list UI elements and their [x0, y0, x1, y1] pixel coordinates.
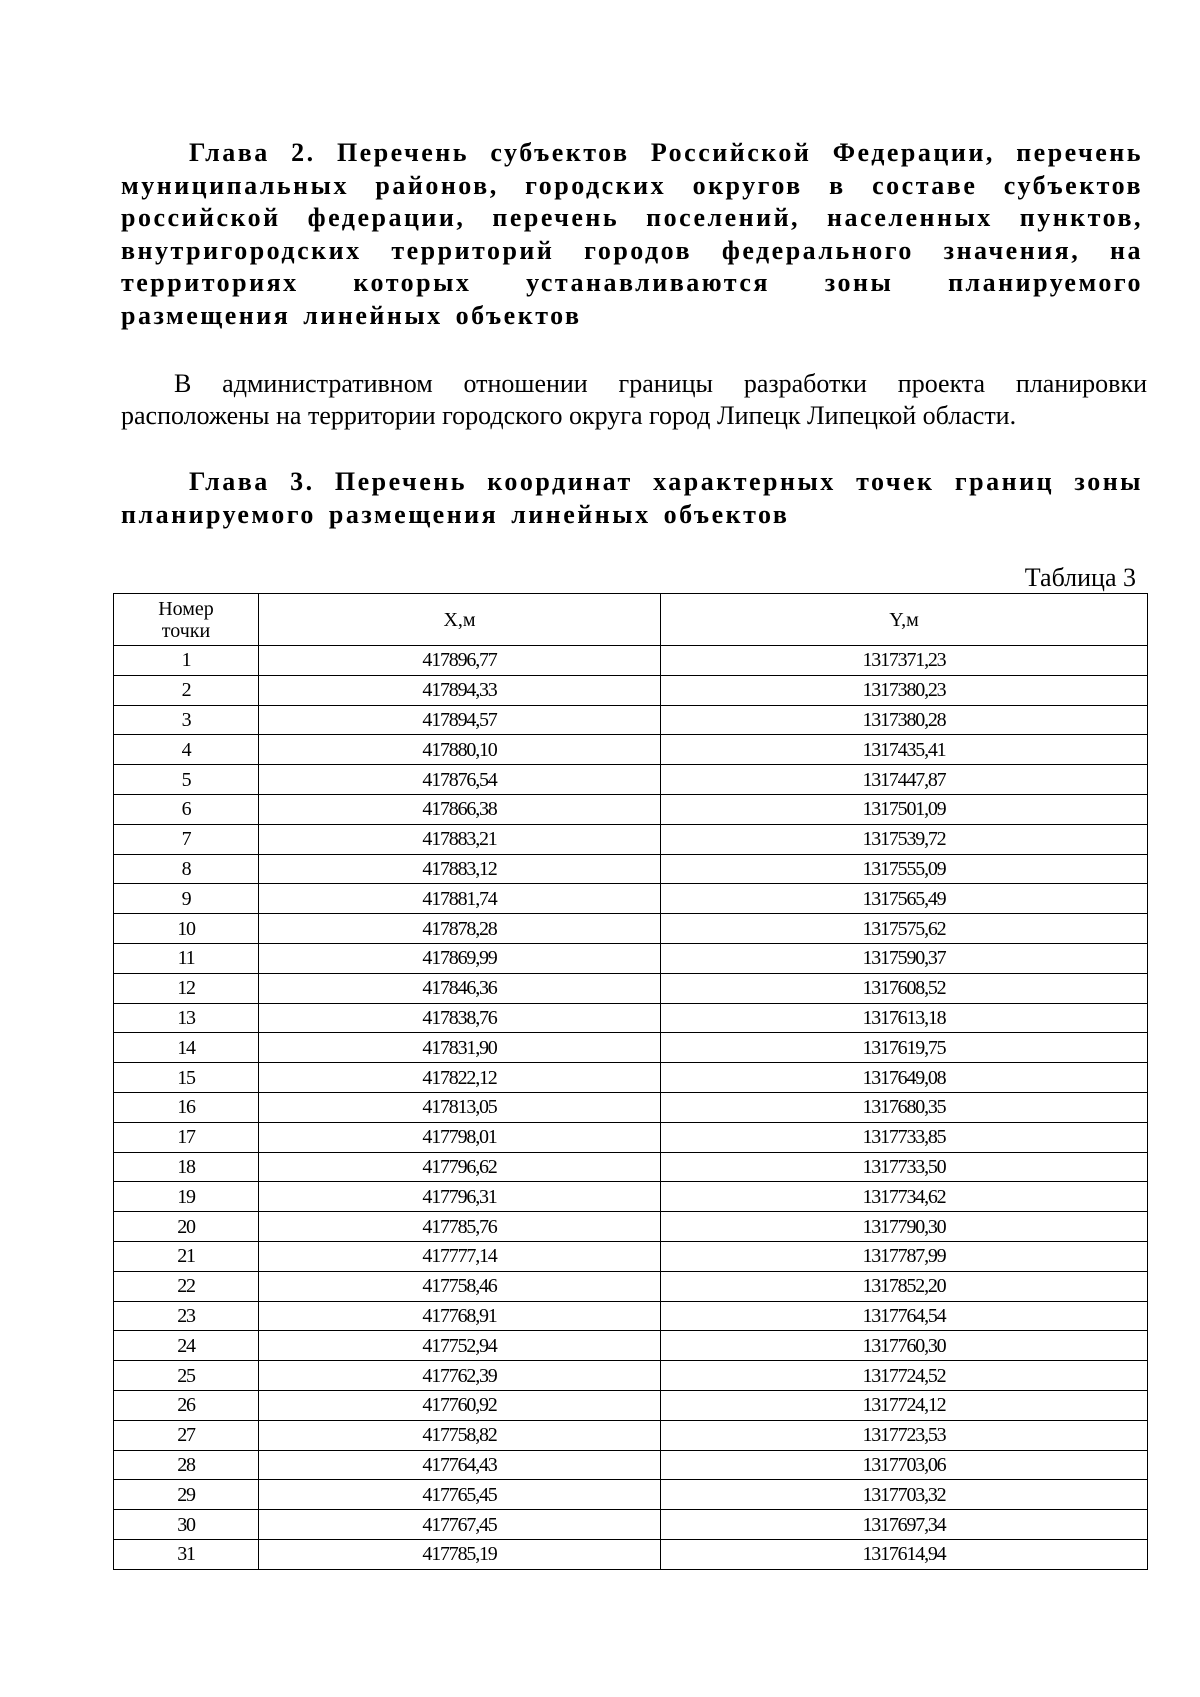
table-row — [114, 1331, 1148, 1361]
cell-y: 1317703,32 — [661, 1480, 1148, 1510]
table-row — [114, 794, 1148, 824]
cell-x: 417869,99 — [259, 943, 661, 973]
cell-y: 1317380,23 — [661, 675, 1148, 705]
cell-y: 1317590,37 — [661, 943, 1148, 973]
table-row — [114, 1510, 1148, 1540]
cell-point-number: 25 — [114, 1361, 259, 1391]
cell-x: 417767,45 — [259, 1510, 661, 1540]
cell-x: 417896,77 — [259, 646, 661, 676]
cell-x: 417881,74 — [259, 884, 661, 914]
table-row — [114, 1480, 1148, 1510]
table-row — [114, 1212, 1148, 1242]
cell-y: 1317787,99 — [661, 1241, 1148, 1271]
cell-x: 417762,39 — [259, 1361, 661, 1391]
cell-point-number: 7 — [114, 824, 259, 854]
cell-y: 1317734,62 — [661, 1182, 1148, 1212]
cell-point-number: 14 — [114, 1033, 259, 1063]
cell-point-number: 18 — [114, 1152, 259, 1182]
chapter-3-heading: Глава 3. Перечень координат характерных точек границ зоны планируемого размещения линейных объектов — [121, 467, 1143, 529]
cell-y: 1317852,20 — [661, 1271, 1148, 1301]
table-row — [114, 1063, 1148, 1093]
cell-point-number: 26 — [114, 1390, 259, 1420]
cell-x: 417798,01 — [259, 1122, 661, 1152]
cell-point-number: 1 — [114, 646, 259, 676]
cell-point-number: 28 — [114, 1450, 259, 1480]
cell-y: 1317760,30 — [661, 1331, 1148, 1361]
coordinates-table-body — [114, 646, 1148, 1570]
cell-y: 1317614,94 — [661, 1539, 1148, 1569]
cell-point-number: 6 — [114, 794, 259, 824]
table-row — [114, 1390, 1148, 1420]
cell-x: 417796,31 — [259, 1182, 661, 1212]
table-row — [114, 943, 1148, 973]
header-x: X,м — [259, 594, 661, 646]
table-row — [114, 1539, 1148, 1569]
cell-x: 417760,92 — [259, 1390, 661, 1420]
cell-y: 1317380,28 — [661, 705, 1148, 735]
cell-point-number: 20 — [114, 1212, 259, 1242]
cell-x: 417764,43 — [259, 1450, 661, 1480]
cell-y: 1317724,12 — [661, 1390, 1148, 1420]
table-row — [114, 765, 1148, 795]
cell-x: 417752,94 — [259, 1331, 661, 1361]
table-row — [114, 1271, 1148, 1301]
cell-x: 417878,28 — [259, 914, 661, 944]
cell-x: 417831,90 — [259, 1033, 661, 1063]
cell-point-number: 11 — [114, 943, 259, 973]
cell-point-number: 30 — [114, 1510, 259, 1540]
cell-point-number: 3 — [114, 705, 259, 735]
cell-point-number: 9 — [114, 884, 259, 914]
cell-x: 417758,82 — [259, 1420, 661, 1450]
cell-point-number: 17 — [114, 1122, 259, 1152]
table-row — [114, 914, 1148, 944]
cell-x: 417785,19 — [259, 1539, 661, 1569]
table-row — [114, 735, 1148, 765]
table-row — [114, 1092, 1148, 1122]
cell-x: 417765,45 — [259, 1480, 661, 1510]
cell-x: 417777,14 — [259, 1241, 661, 1271]
cell-point-number: 31 — [114, 1539, 259, 1569]
cell-point-number: 5 — [114, 765, 259, 795]
table-row — [114, 1152, 1148, 1182]
cell-y: 1317555,09 — [661, 854, 1148, 884]
table-row — [114, 1033, 1148, 1063]
cell-x: 417894,33 — [259, 675, 661, 705]
table-row — [114, 1182, 1148, 1212]
cell-y: 1317613,18 — [661, 1003, 1148, 1033]
cell-x: 417768,91 — [259, 1301, 661, 1331]
cell-x: 417846,36 — [259, 973, 661, 1003]
table-row — [114, 1450, 1148, 1480]
coordinates-table — [113, 593, 1148, 1570]
cell-x: 417838,76 — [259, 1003, 661, 1033]
cell-point-number: 22 — [114, 1271, 259, 1301]
header-point-number-line1: Номер — [158, 597, 214, 620]
cell-x: 417866,38 — [259, 794, 661, 824]
table-row — [114, 854, 1148, 884]
table-row — [114, 1003, 1148, 1033]
cell-point-number: 29 — [114, 1480, 259, 1510]
cell-x: 417813,05 — [259, 1092, 661, 1122]
cell-y: 1317501,09 — [661, 794, 1148, 824]
table-row — [114, 646, 1148, 676]
cell-y: 1317575,62 — [661, 914, 1148, 944]
cell-point-number: 19 — [114, 1182, 259, 1212]
cell-y: 1317608,52 — [661, 973, 1148, 1003]
cell-y: 1317733,50 — [661, 1152, 1148, 1182]
cell-x: 417796,62 — [259, 1152, 661, 1182]
cell-point-number: 27 — [114, 1420, 259, 1450]
table-row — [114, 884, 1148, 914]
cell-x: 417894,57 — [259, 705, 661, 735]
cell-point-number: 2 — [114, 675, 259, 705]
cell-y: 1317539,72 — [661, 824, 1148, 854]
cell-x: 417880,10 — [259, 735, 661, 765]
cell-x: 417883,12 — [259, 854, 661, 884]
cell-point-number: 21 — [114, 1241, 259, 1271]
cell-x: 417758,46 — [259, 1271, 661, 1301]
administrative-paragraph: В административном отношении границы разработки проекта планировки расположены на территории городского округа город Липецк Липецкой области. — [121, 369, 1147, 430]
cell-y: 1317680,35 — [661, 1092, 1148, 1122]
cell-y: 1317764,54 — [661, 1301, 1148, 1331]
cell-x: 417883,21 — [259, 824, 661, 854]
cell-y: 1317619,75 — [661, 1033, 1148, 1063]
cell-point-number: 15 — [114, 1063, 259, 1093]
cell-point-number: 12 — [114, 973, 259, 1003]
cell-point-number: 13 — [114, 1003, 259, 1033]
cell-point-number: 24 — [114, 1331, 259, 1361]
cell-point-number: 4 — [114, 735, 259, 765]
table-row — [114, 1361, 1148, 1391]
table-row — [114, 705, 1148, 735]
cell-y: 1317724,52 — [661, 1361, 1148, 1391]
cell-y: 1317435,41 — [661, 735, 1148, 765]
table-caption: Таблица 3 — [1024, 563, 1136, 592]
chapter-2-heading: Глава 2. Перечень субъектов Российской Федерации, перечень муниципальных районов, городских округов в составе субъектов российской федерации, перечень поселений, населенных пунктов, внутригородских территорий городов федерального значения, на территориях которых устанавливаются зоны планируемого размещения линейных объектов — [121, 138, 1143, 330]
cell-y: 1317723,53 — [661, 1420, 1148, 1450]
table-row — [114, 1301, 1148, 1331]
header-point-number-line2: точки — [161, 619, 211, 642]
cell-y: 1317649,08 — [661, 1063, 1148, 1093]
table-row — [114, 675, 1148, 705]
table-row — [114, 1241, 1148, 1271]
cell-y: 1317697,34 — [661, 1510, 1148, 1540]
header-y: Y,м — [661, 594, 1148, 646]
cell-point-number: 23 — [114, 1301, 259, 1331]
table-row — [114, 1122, 1148, 1152]
table-row — [114, 1420, 1148, 1450]
cell-y: 1317565,49 — [661, 884, 1148, 914]
cell-x: 417876,54 — [259, 765, 661, 795]
cell-y: 1317733,85 — [661, 1122, 1148, 1152]
cell-y: 1317371,23 — [661, 646, 1148, 676]
cell-x: 417785,76 — [259, 1212, 661, 1242]
header-point-number — [114, 594, 259, 646]
cell-x: 417822,12 — [259, 1063, 661, 1093]
table-row — [114, 973, 1148, 1003]
cell-y: 1317447,87 — [661, 765, 1148, 795]
table-header-row — [114, 594, 1148, 646]
cell-point-number: 16 — [114, 1092, 259, 1122]
table-row — [114, 824, 1148, 854]
cell-y: 1317703,06 — [661, 1450, 1148, 1480]
cell-y: 1317790,30 — [661, 1212, 1148, 1242]
cell-point-number: 10 — [114, 914, 259, 944]
cell-point-number: 8 — [114, 854, 259, 884]
